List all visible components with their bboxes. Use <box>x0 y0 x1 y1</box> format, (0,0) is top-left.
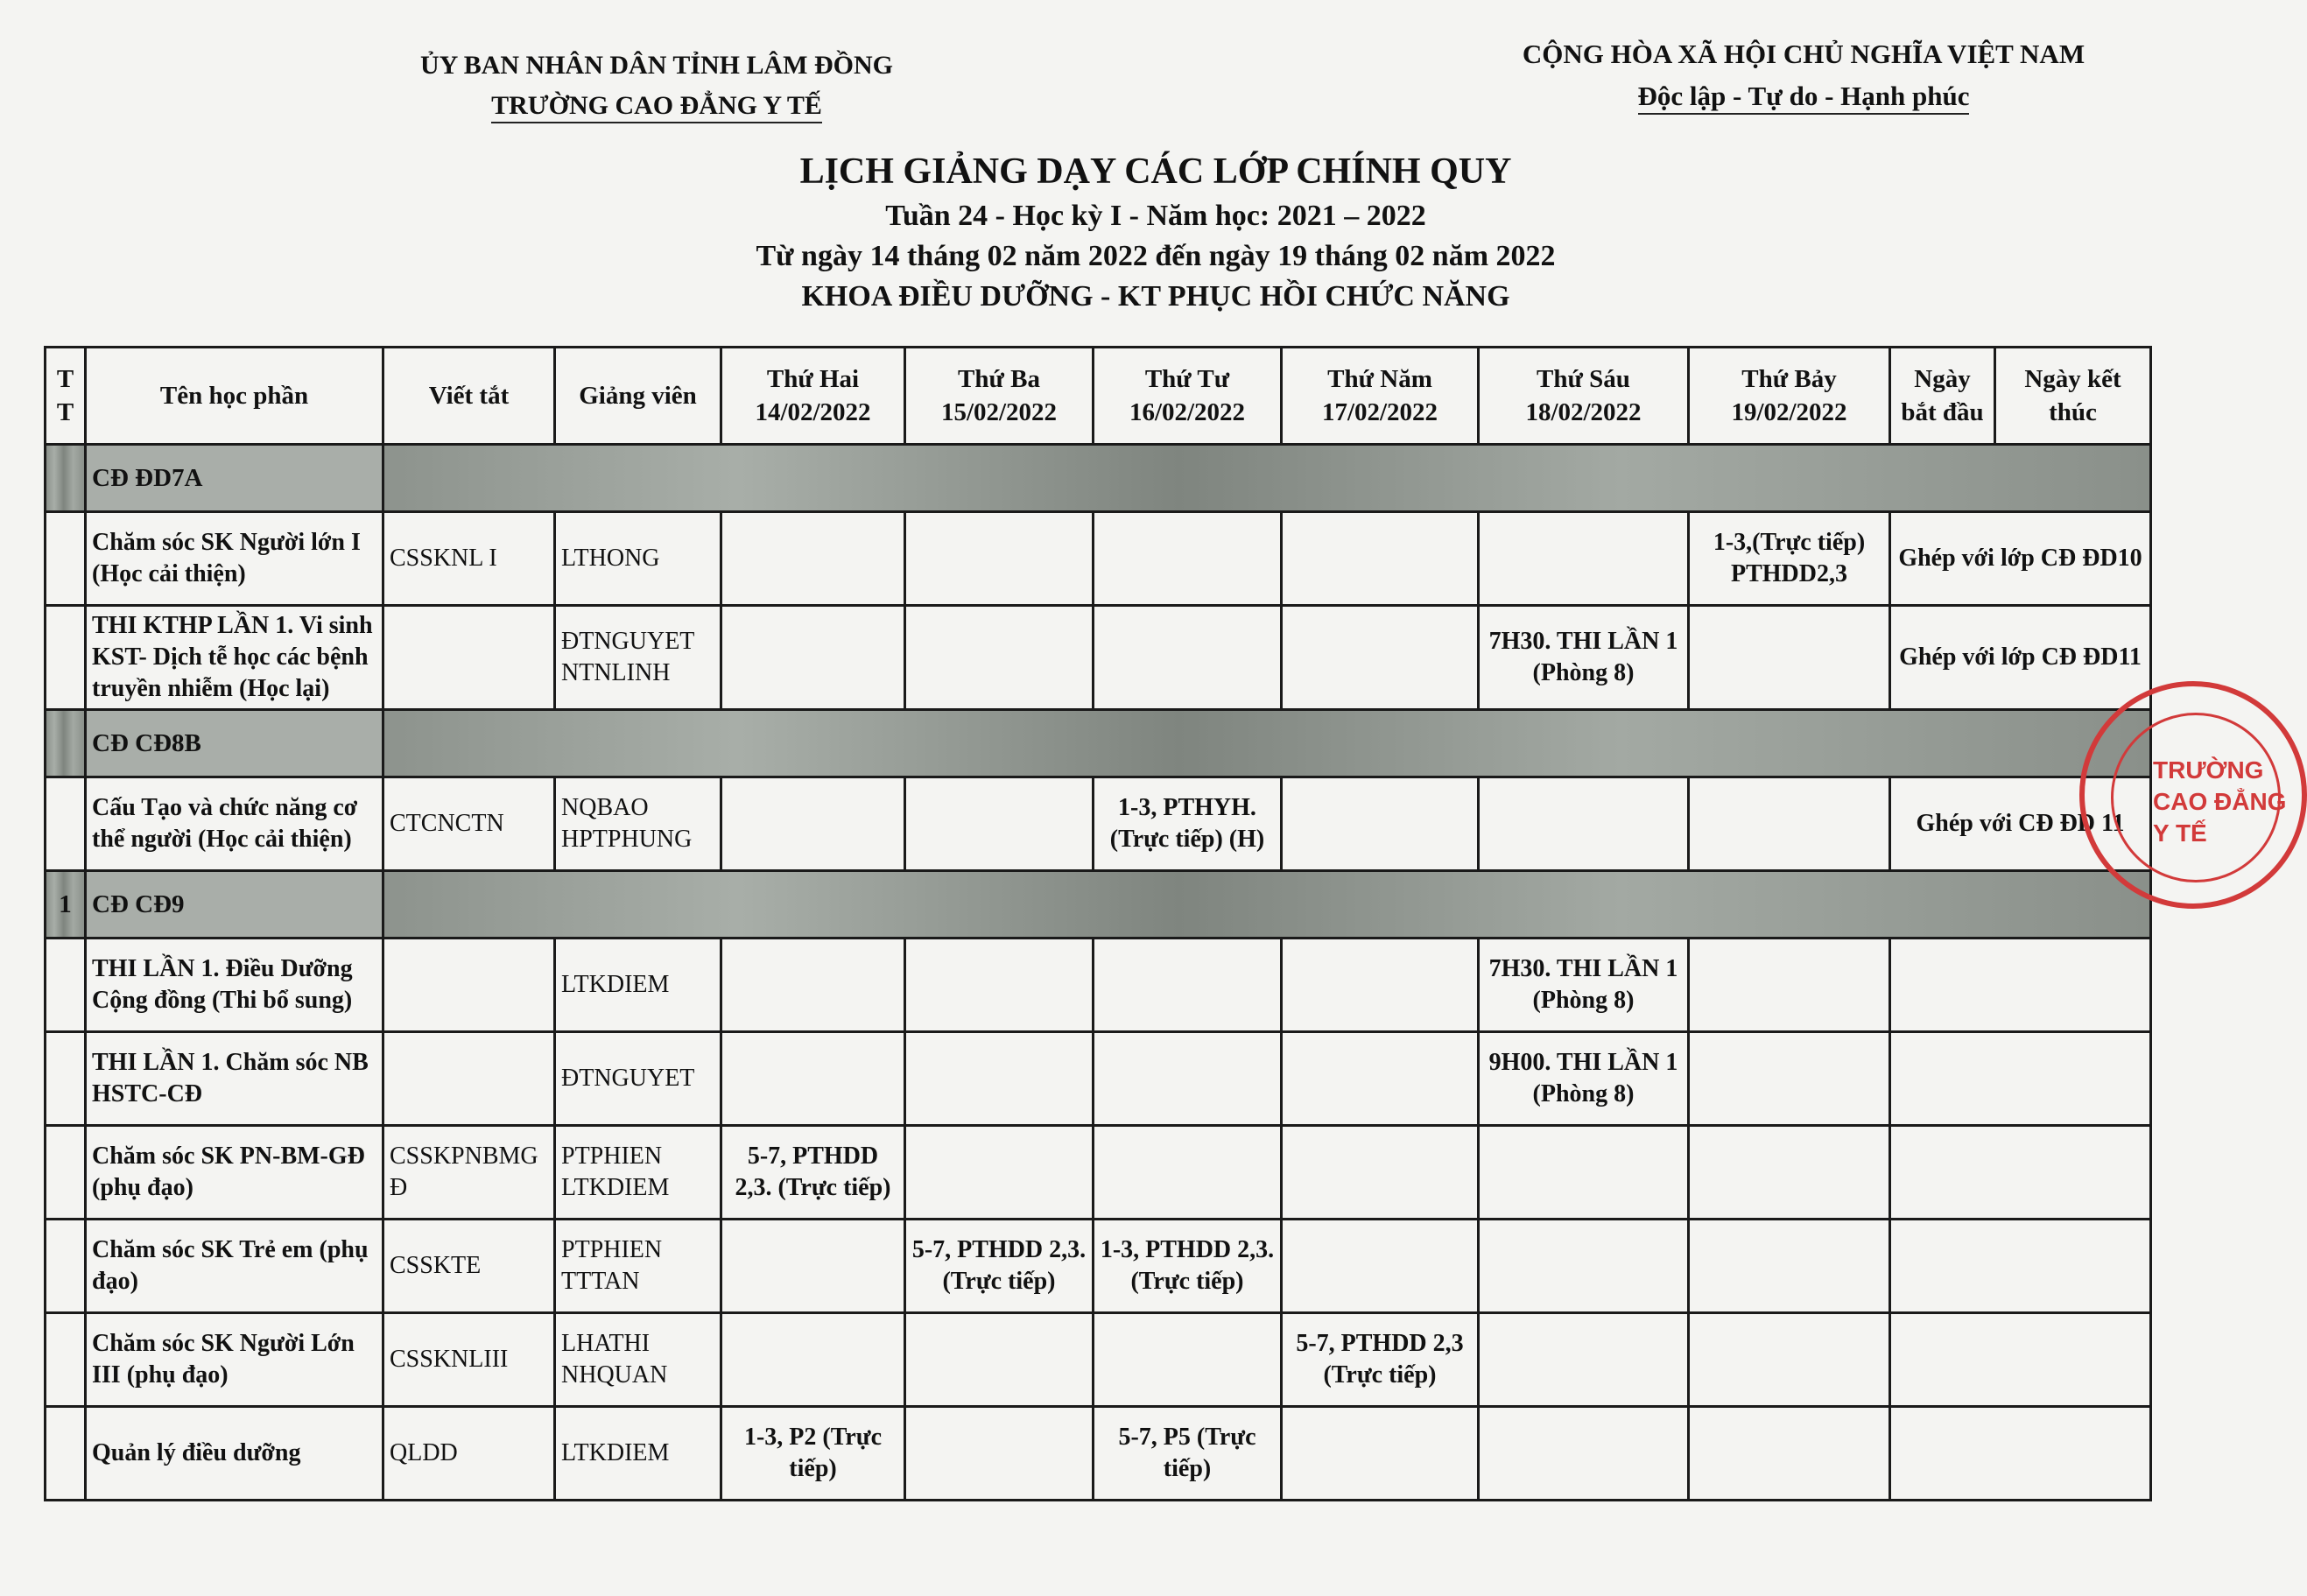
group-band <box>383 710 2151 777</box>
national-line-2: Độc lập - Tự do - Hạnh phúc <box>1638 81 1970 115</box>
course-name: Chăm sóc SK Người Lớn III (phụ đạo) <box>86 1313 383 1407</box>
course-row <box>46 606 2151 710</box>
session-wed: 5-7, P5 (Trực tiếp) <box>1094 1407 1282 1501</box>
course-row <box>46 1126 2151 1220</box>
course-row <box>46 1220 2151 1313</box>
row-index <box>46 512 86 606</box>
course-note: Ghép với lớp CĐ ĐD11 <box>1890 606 2151 710</box>
session-sat <box>1689 1407 1890 1501</box>
session-thu <box>1282 1032 1479 1126</box>
course-row <box>46 512 2151 606</box>
course-row <box>46 939 2151 1032</box>
issuer-line-1: ỦY BAN NHÂN DÂN TỈNH LÂM ĐỒNG <box>419 51 893 80</box>
session-fri <box>1479 1313 1689 1407</box>
col-fri: Thứ Sáu 18/02/2022 <box>1479 348 1689 445</box>
course-abbr <box>383 606 555 710</box>
course-name: Chăm sóc SK Người lớn I (Học cải thiện) <box>86 512 383 606</box>
course-lecturer: ĐTNGUYET <box>555 1032 721 1126</box>
course-note <box>1890 1126 2151 1220</box>
session-wed: 1-3, PTHYH. (Trực tiếp) (H) <box>1094 777 1282 871</box>
course-abbr <box>383 1032 555 1126</box>
issuer-header <box>376 46 937 126</box>
course-note: Ghép với lớp CĐ ĐD10 <box>1890 512 2151 606</box>
course-name: THI LẦN 1. Chăm sóc NB HSTC-CĐ <box>86 1032 383 1126</box>
row-index <box>46 1313 86 1407</box>
session-mon <box>721 1032 905 1126</box>
session-mon <box>721 777 905 871</box>
course-lecturer: PTPHIEN LTKDIEM <box>555 1126 721 1220</box>
date-range-line: Từ ngày 14 tháng 02 năm 2022 đến ngày 19 tháng 02 năm 2022 <box>756 240 1556 272</box>
schedule-table <box>44 346 2152 1501</box>
national-header <box>1488 33 2119 117</box>
course-abbr: CSSKNLIII <box>383 1313 555 1407</box>
col-tue: Thứ Ba 15/02/2022 <box>905 348 1094 445</box>
official-seal <box>2079 681 2307 909</box>
session-tue <box>905 1313 1094 1407</box>
course-lecturer: LHATHI NHQUAN <box>555 1313 721 1407</box>
group-index: 1 <box>46 871 86 939</box>
session-tue <box>905 1126 1094 1220</box>
class-group-name: CĐ ĐD7A <box>86 445 383 512</box>
session-sat <box>1689 1032 1890 1126</box>
session-mon <box>721 1313 905 1407</box>
faculty-line: KHOA ĐIỀU DƯỠNG - KT PHỤC HỒI CHỨC NĂNG <box>801 280 1510 313</box>
course-name: Chăm sóc SK Trẻ em (phụ đạo) <box>86 1220 383 1313</box>
session-thu: 5-7, PTHDD 2,3 (Trực tiếp) <box>1282 1313 1479 1407</box>
col-thu: Thứ Năm 17/02/2022 <box>1282 348 1479 445</box>
session-thu <box>1282 512 1479 606</box>
row-index <box>46 1032 86 1126</box>
session-wed <box>1094 512 1282 606</box>
course-name: THI LẦN 1. Điều Dưỡng Cộng đồng (Thi bổ sung) <box>86 939 383 1032</box>
class-group-row <box>46 871 2151 939</box>
session-thu <box>1282 777 1479 871</box>
session-wed <box>1094 1313 1282 1407</box>
session-tue <box>905 1032 1094 1126</box>
col-sat: Thứ Bảy 19/02/2022 <box>1689 348 1890 445</box>
session-mon <box>721 512 905 606</box>
course-lecturer: NQBAO HPTPHUNG <box>555 777 721 871</box>
session-mon <box>721 1220 905 1313</box>
session-fri: 7H30. THI LẦN 1 (Phòng 8) <box>1479 939 1689 1032</box>
session-fri <box>1479 1220 1689 1313</box>
session-sat <box>1689 1313 1890 1407</box>
session-fri <box>1479 777 1689 871</box>
course-abbr: CSSKNL I <box>383 512 555 606</box>
session-sat <box>1689 939 1890 1032</box>
course-lecturer: PTPHIEN TTTAN <box>555 1220 721 1313</box>
session-sat <box>1689 606 1890 710</box>
course-name: Quản lý điều dưỡng <box>86 1407 383 1501</box>
session-wed <box>1094 939 1282 1032</box>
course-note <box>1890 1313 2151 1407</box>
session-wed <box>1094 1032 1282 1126</box>
session-thu <box>1282 1407 1479 1501</box>
session-sat: 1-3,(Trực tiếp) PTHDD2,3 <box>1689 512 1890 606</box>
row-index <box>46 606 86 710</box>
row-index <box>46 1407 86 1501</box>
session-tue <box>905 777 1094 871</box>
col-start: Ngày bắt đầu <box>1890 348 1995 445</box>
document-title: LỊCH GIẢNG DẠY CÁC LỚP CHÍNH QUY <box>799 151 1512 192</box>
col-end: Ngày kết thúc <box>1995 348 2151 445</box>
course-note: Ghép với CĐ ĐD 11 <box>1890 777 2151 871</box>
course-abbr: CTCNCTN <box>383 777 555 871</box>
course-note <box>1890 1032 2151 1126</box>
session-thu <box>1282 1220 1479 1313</box>
session-fri <box>1479 1126 1689 1220</box>
row-index <box>46 777 86 871</box>
col-lecturer: Giảng viên <box>555 348 721 445</box>
session-fri <box>1479 512 1689 606</box>
session-fri <box>1479 1407 1689 1501</box>
session-mon <box>721 606 905 710</box>
session-wed <box>1094 606 1282 710</box>
course-note <box>1890 1220 2151 1313</box>
session-tue <box>905 512 1094 606</box>
session-sat <box>1689 777 1890 871</box>
seal-text: TRƯỜNG CAO ĐẲNG Y TẾ <box>2153 756 2287 847</box>
group-band <box>383 445 2151 512</box>
session-thu <box>1282 1126 1479 1220</box>
session-wed <box>1094 1126 1282 1220</box>
session-mon <box>721 939 905 1032</box>
session-tue <box>905 606 1094 710</box>
course-row <box>46 1032 2151 1126</box>
issuer-line-2: TRƯỜNG CAO ĐẲNG Y TẾ <box>491 91 822 123</box>
col-wed: Thứ Tư 16/02/2022 <box>1094 348 1282 445</box>
col-subject: Tên học phần <box>86 348 383 445</box>
session-sat <box>1689 1126 1890 1220</box>
session-thu <box>1282 606 1479 710</box>
class-group-name: CĐ CĐ8B <box>86 710 383 777</box>
session-fri: 9H00. THI LẦN 1 (Phòng 8) <box>1479 1032 1689 1126</box>
session-thu <box>1282 939 1479 1032</box>
course-name: Cấu Tạo và chức năng cơ thể người (Học cải thiện) <box>86 777 383 871</box>
schedule-body <box>46 445 2151 1501</box>
header-row <box>46 348 2151 445</box>
course-row <box>46 777 2151 871</box>
national-line-1: CỘNG HÒA XÃ HỘI CHỦ NGHĨA VIỆT NAM <box>1522 39 2085 69</box>
course-lecturer: LTHONG <box>555 512 721 606</box>
session-mon: 1-3, P2 (Trực tiếp) <box>721 1407 905 1501</box>
session-tue <box>905 939 1094 1032</box>
session-mon: 5-7, PTHDD 2,3. (Trực tiếp) <box>721 1126 905 1220</box>
course-abbr: QLDD <box>383 1407 555 1501</box>
course-name: THI KTHP LẦN 1. Vi sinh KST- Dịch tễ học các bệnh truyền nhiễm (Học lại) <box>86 606 383 710</box>
group-index <box>46 710 86 777</box>
course-note <box>1890 939 2151 1032</box>
session-wed: 1-3, PTHDD 2,3. (Trực tiếp) <box>1094 1220 1282 1313</box>
session-sat <box>1689 1220 1890 1313</box>
document-title-block <box>683 147 1628 317</box>
week-line: Tuần 24 - Học kỳ I - Năm học: 2021 – 2022 <box>885 200 1426 232</box>
session-tue <box>905 1407 1094 1501</box>
course-abbr <box>383 939 555 1032</box>
class-group-row <box>46 445 2151 512</box>
session-tue: 5-7, PTHDD 2,3. (Trực tiếp) <box>905 1220 1094 1313</box>
class-group-name: CĐ CĐ9 <box>86 871 383 939</box>
session-fri: 7H30. THI LẦN 1 (Phòng 8) <box>1479 606 1689 710</box>
course-row <box>46 1407 2151 1501</box>
group-index <box>46 445 86 512</box>
col-tt: T T <box>46 348 86 445</box>
course-lecturer: LTKDIEM <box>555 1407 721 1501</box>
row-index <box>46 939 86 1032</box>
course-lecturer: ĐTNGUYET NTNLINH <box>555 606 721 710</box>
col-mon: Thứ Hai 14/02/2022 <box>721 348 905 445</box>
group-band <box>383 871 2151 939</box>
course-abbr: CSSKPNBMGĐ <box>383 1126 555 1220</box>
course-name: Chăm sóc SK PN-BM-GĐ (phụ đạo) <box>86 1126 383 1220</box>
class-group-row <box>46 710 2151 777</box>
row-index <box>46 1220 86 1313</box>
course-row <box>46 1313 2151 1407</box>
row-index <box>46 1126 86 1220</box>
course-lecturer: LTKDIEM <box>555 939 721 1032</box>
course-note <box>1890 1407 2151 1501</box>
course-abbr: CSSKTE <box>383 1220 555 1313</box>
col-abbr: Viết tắt <box>383 348 555 445</box>
